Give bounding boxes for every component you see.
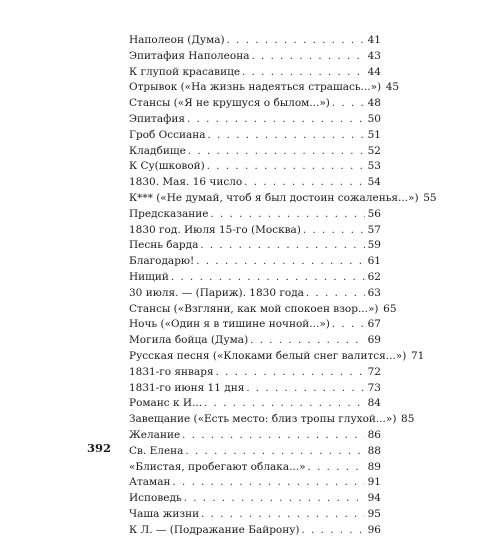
toc-entry-page: 72 <box>367 365 381 378</box>
dot-leader <box>185 444 365 460</box>
toc-entry <box>129 396 381 412</box>
toc-entry-page: 95 <box>367 507 381 520</box>
toc-entry-page: 53 <box>367 160 381 173</box>
toc-entry-title: К Су(шковой) <box>129 160 205 173</box>
dot-leader <box>246 381 365 397</box>
toc-entry-title: «Блистая, пробегают облака...» <box>129 460 306 473</box>
toc-entry-page: 94 <box>367 492 381 505</box>
toc-entry-title: 1831-го июня 11 дня <box>129 381 245 394</box>
toc-entry-title: Чаша жизни <box>129 507 200 520</box>
dot-leader <box>216 365 365 381</box>
toc-entry-title: Могила бойца (Дума) <box>129 334 249 347</box>
dot-leader <box>182 428 365 444</box>
toc-entry-title: Стансы («Взгляни, как мой спокоен взор...») <box>129 302 379 315</box>
toc-entry <box>129 80 400 96</box>
toc-entry-page: 89 <box>367 460 381 473</box>
dot-leader <box>171 270 365 286</box>
toc-entry <box>129 65 381 81</box>
toc-entry <box>129 523 381 539</box>
dot-leader <box>308 460 365 476</box>
toc-entry-title: Наполеон (Дума) <box>129 34 225 46</box>
toc-entry-title: Исповедь <box>129 492 182 505</box>
toc-entry <box>129 507 381 523</box>
toc-entry <box>129 381 381 397</box>
toc-entry-page: 91 <box>367 476 381 489</box>
dot-leader <box>242 65 365 81</box>
toc-entry-title: Завещание («Есть место: близ тропы глухой...») <box>129 413 397 426</box>
toc-entry <box>129 475 381 491</box>
toc-entry-title: Эпитафия <box>129 112 185 125</box>
toc-entry-page: 96 <box>367 523 381 536</box>
toc-entry <box>129 191 437 207</box>
toc-entry <box>129 96 381 112</box>
toc-entry-title: Ночь («Один я в тишине ночной...») <box>129 318 330 331</box>
toc-entry <box>129 223 381 239</box>
dot-leader <box>332 317 365 333</box>
toc-entry-page: 45 <box>385 81 400 94</box>
toc-entry-page: 85 <box>401 413 415 426</box>
table-of-contents <box>129 33 437 539</box>
toc-entry <box>129 317 381 333</box>
toc-entry-title: Эпитафия Наполеона <box>129 49 250 62</box>
toc-entry-page: 61 <box>367 255 381 268</box>
dot-leader <box>210 207 365 223</box>
toc-entry-page: 86 <box>367 428 381 441</box>
toc-entry-page: 41 <box>367 34 381 46</box>
toc-entry-title: Стансы («Я не крушуся о былом...») <box>129 97 330 110</box>
dot-leader <box>172 475 365 491</box>
toc-entry-title: Предсказание <box>129 207 209 220</box>
dot-leader <box>208 128 365 144</box>
toc-entry-title: К Л. — (Подражание Байрону) <box>129 523 300 536</box>
toc-entry <box>129 349 425 365</box>
dot-leader <box>184 491 365 507</box>
toc-entry-page: 62 <box>367 270 381 283</box>
toc-entry-page: 88 <box>367 444 381 457</box>
toc-entry <box>129 333 381 349</box>
dot-leader <box>244 175 365 191</box>
toc-entry-title: 1830. Мая. 16 число <box>129 176 243 189</box>
toc-entry <box>129 33 381 49</box>
toc-entry <box>129 491 381 507</box>
page-number: 392 <box>87 441 112 455</box>
toc-entry-page: 52 <box>367 144 381 157</box>
toc-entry <box>129 460 381 476</box>
toc-entry-page: 56 <box>367 207 381 220</box>
toc-entry-title: Песнь барда <box>129 239 199 252</box>
toc-entry-page: 55 <box>423 191 437 204</box>
toc-entry-page: 43 <box>367 49 381 62</box>
toc-entry-title: Благодарю! <box>129 255 195 268</box>
toc-entry <box>129 254 381 270</box>
toc-entry <box>129 49 381 65</box>
toc-entry-title: Русская песня («Клоками белый снег валится...») <box>129 349 407 362</box>
toc-entry <box>129 175 381 191</box>
toc-entry <box>129 112 381 128</box>
toc-entry-page: 59 <box>367 239 381 252</box>
dot-leader <box>196 254 365 270</box>
toc-entry-page: 73 <box>367 381 381 394</box>
toc-entry <box>129 444 381 460</box>
toc-entry-page: 84 <box>367 397 381 410</box>
toc-entry-page: 54 <box>367 176 381 189</box>
toc-entry-page: 69 <box>367 334 381 347</box>
toc-entry-page: 44 <box>367 65 381 78</box>
toc-entry <box>129 365 381 381</box>
toc-entry-title: Гроб Оссиана <box>129 128 206 141</box>
toc-entry-title: 30 июля. — (Париж). 1830 года <box>129 286 304 299</box>
dot-leader <box>250 333 365 349</box>
dot-leader <box>188 144 365 160</box>
toc-entry-page: 65 <box>383 302 397 315</box>
toc-entry-title: Атаман <box>129 476 171 489</box>
toc-entry-page: 63 <box>367 286 381 299</box>
dot-leader <box>200 238 365 254</box>
dot-leader <box>306 286 365 302</box>
dot-leader <box>332 96 365 112</box>
toc-entry <box>129 207 381 223</box>
toc-entry-title: Нищий <box>129 270 169 283</box>
dot-leader <box>204 396 365 412</box>
toc-entry-title: 1830 год. Июля 15-го (Москва) <box>129 223 301 236</box>
toc-entry-page: 50 <box>367 112 381 125</box>
dot-leader <box>251 49 365 65</box>
toc-entry-page: 57 <box>367 223 381 236</box>
toc-entry-page: 71 <box>410 349 425 362</box>
toc-entry-title: Отрывок («На жизнь надеяться страшась...») <box>129 81 382 94</box>
toc-entry-title: К*** («Не думай, чтоб я был достоин сожаленья...») <box>129 191 419 204</box>
toc-entry-page: 51 <box>367 128 381 141</box>
toc-entry-title: Кладбище <box>129 144 186 157</box>
toc-entry-page: 67 <box>367 318 381 331</box>
dot-leader <box>187 112 365 128</box>
toc-entry-title: 1831-го января <box>129 365 214 378</box>
toc-entry <box>129 270 381 286</box>
dot-leader <box>227 33 365 49</box>
toc-entry <box>129 286 381 302</box>
toc-entry <box>129 144 381 160</box>
toc-entry <box>129 302 397 318</box>
dot-leader <box>201 507 365 523</box>
toc-entry-title: Желание <box>129 428 181 441</box>
toc-entry-page: 48 <box>367 97 381 110</box>
toc-entry-title: Св. Елена <box>129 444 184 457</box>
toc-entry-title: Романс к И... <box>129 397 203 410</box>
toc-entry <box>129 428 381 444</box>
dot-leader <box>302 523 365 539</box>
toc-entry-title: К глупой красавице <box>129 65 241 78</box>
toc-entry <box>129 128 381 144</box>
dot-leader <box>207 159 365 175</box>
toc-entry <box>129 412 415 428</box>
toc-entry <box>129 238 381 254</box>
toc-entry <box>129 159 381 175</box>
dot-leader <box>303 223 365 239</box>
